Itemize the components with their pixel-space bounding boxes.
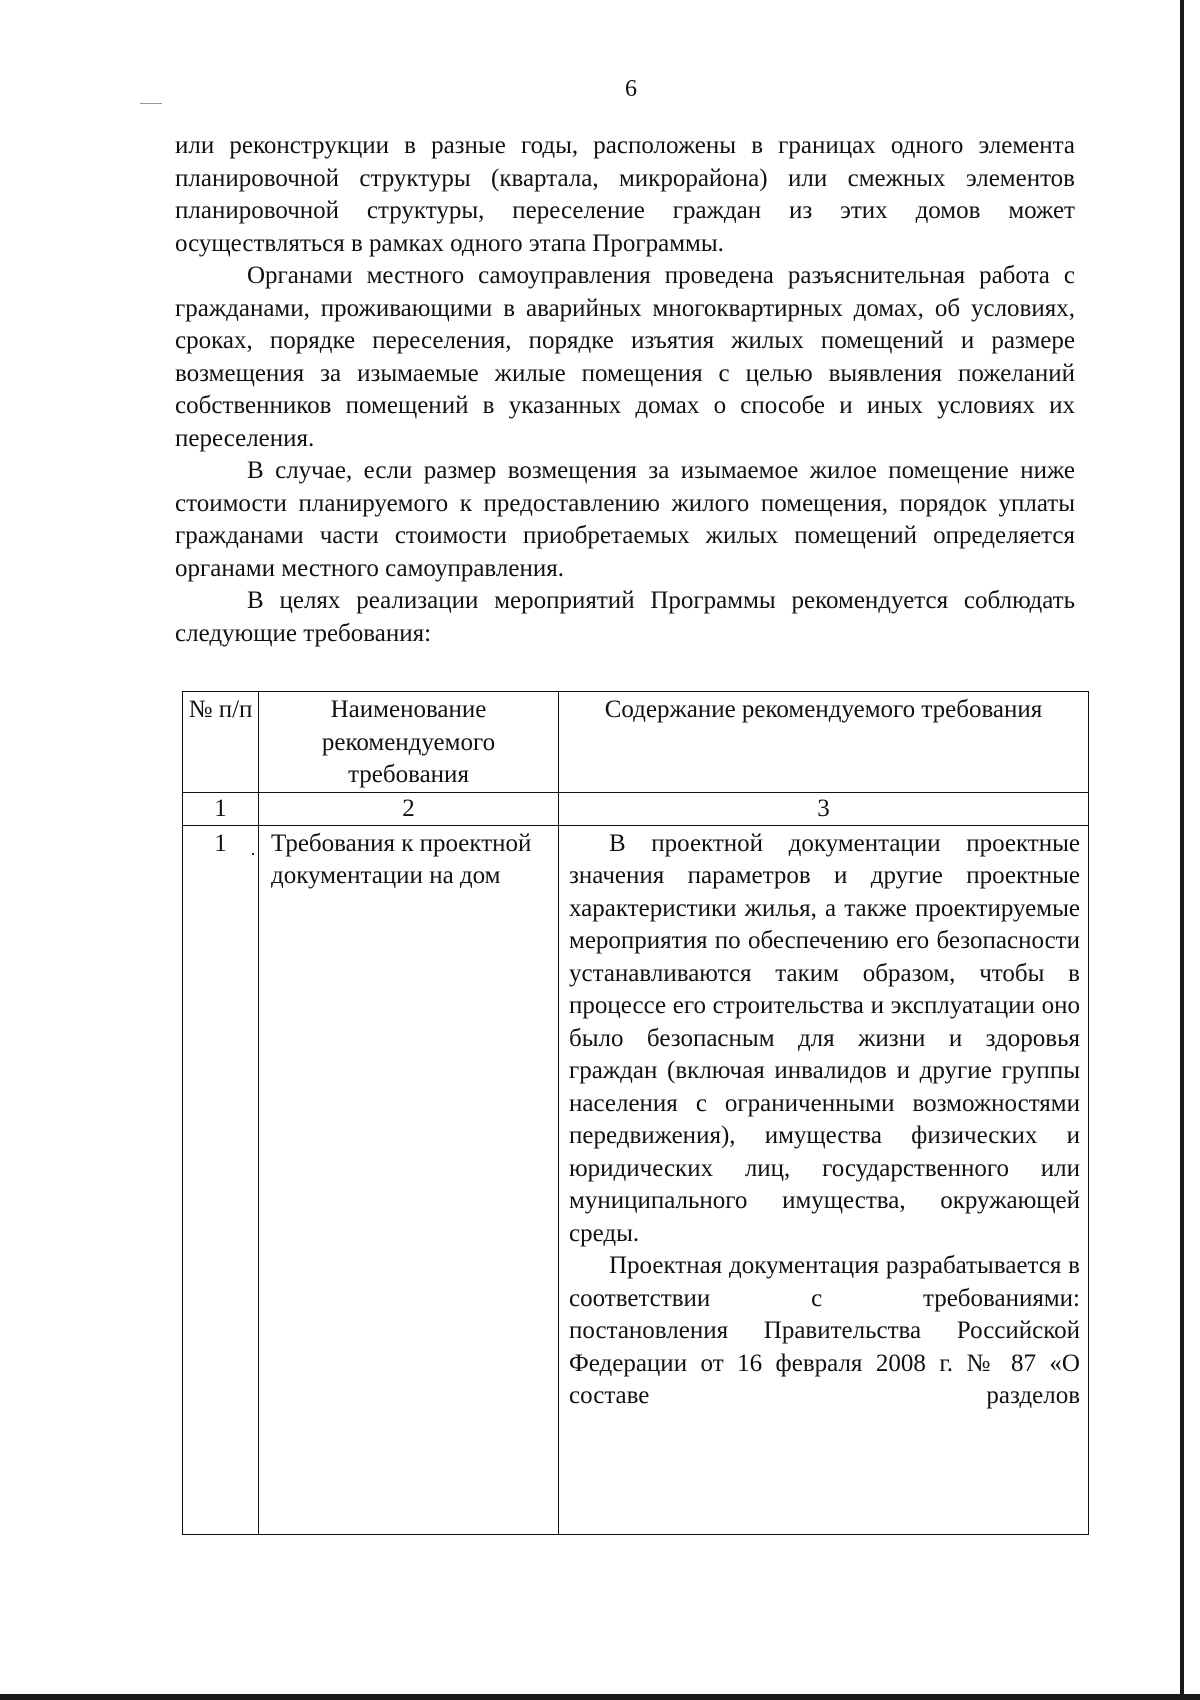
table-numbering-row	[183, 792, 1089, 825]
body-text	[175, 130, 1075, 650]
scan-edge-bottom	[0, 1694, 1200, 1700]
column-number-3: 3	[559, 792, 1089, 825]
row-requirement-content	[559, 825, 1089, 1534]
row-number: 1	[183, 825, 259, 1534]
scan-edge-right	[1180, 0, 1184, 1700]
content-paragraph-safety: В проектной документации проектные значения параметров и другие проектные характеристики жилья, а также проектируемые мероприятия по обеспечению его безопасности устанавливаются таким образом, чтобы в процессе его строительства и эксплуатации оно было безопасным для жизни и здоровья граждан (включая инвалидов и другие группы населения с ограниченными возможностями передвижения), имущества физических и юридических лиц, государственного или муниципального имущества, окружающей среды.	[569, 829, 1080, 1247]
content-paragraph-resolution: постановления Правительства Российской Федерации от 16 февраля 2008 г. № 87 «О составе разделов	[569, 1317, 1080, 1409]
content-paragraph-design-docs: Проектная документация разрабатывается в соответствии с требованиями:	[569, 1252, 1080, 1312]
row-requirement-name: Требования к проектной документации на дом	[259, 825, 559, 1534]
paragraph-compensation: В случае, если размер возмещения за изымаемое жилое помещение ниже стоимости планируемого к предоставлению жилого помещения, порядок уплаты гражданами части стоимости приобретаемых жилых помещений определяется органами местного самоуправления.	[175, 457, 1075, 582]
header-requirement-content: Содержание рекомендуемого требования	[559, 692, 1089, 793]
header-number: № п/п	[183, 692, 259, 793]
paragraph-explanatory-work: Органами местного самоуправления проведена разъяснительная работа с гражданами, проживающими в аварийных многоквартирных домах, об условиях, сроках, порядке переселения, порядке изъятия жилых помещений и размере возмещения за изымаемые жилые помещения с целью выявления пожеланий собственников помещений в указанных домах о способе и иных условиях их переселения.	[175, 262, 1075, 452]
column-number-1: 1	[183, 792, 259, 825]
header-requirement-name: Наименование рекомендуемого требования	[259, 692, 559, 793]
column-number-2: 2	[259, 792, 559, 825]
table-row	[183, 825, 1089, 1534]
scan-speck	[252, 853, 254, 855]
requirements-table	[182, 691, 1089, 1535]
paragraph-requirements-intro: В целях реализации мероприятий Программы рекомендуется соблюдать следующие требования:	[175, 587, 1075, 647]
paragraph-continuation: или реконструкции в разные годы, расположены в границах одного элемента планировочной структуры (квартала, микрорайона) или смежных элементов планировочной структуры, переселение граждан из этих домов может осуществляться в рамках одного этапа Программы.	[175, 132, 1075, 257]
table-header-row	[183, 692, 1089, 793]
page-number: 6	[625, 76, 637, 102]
